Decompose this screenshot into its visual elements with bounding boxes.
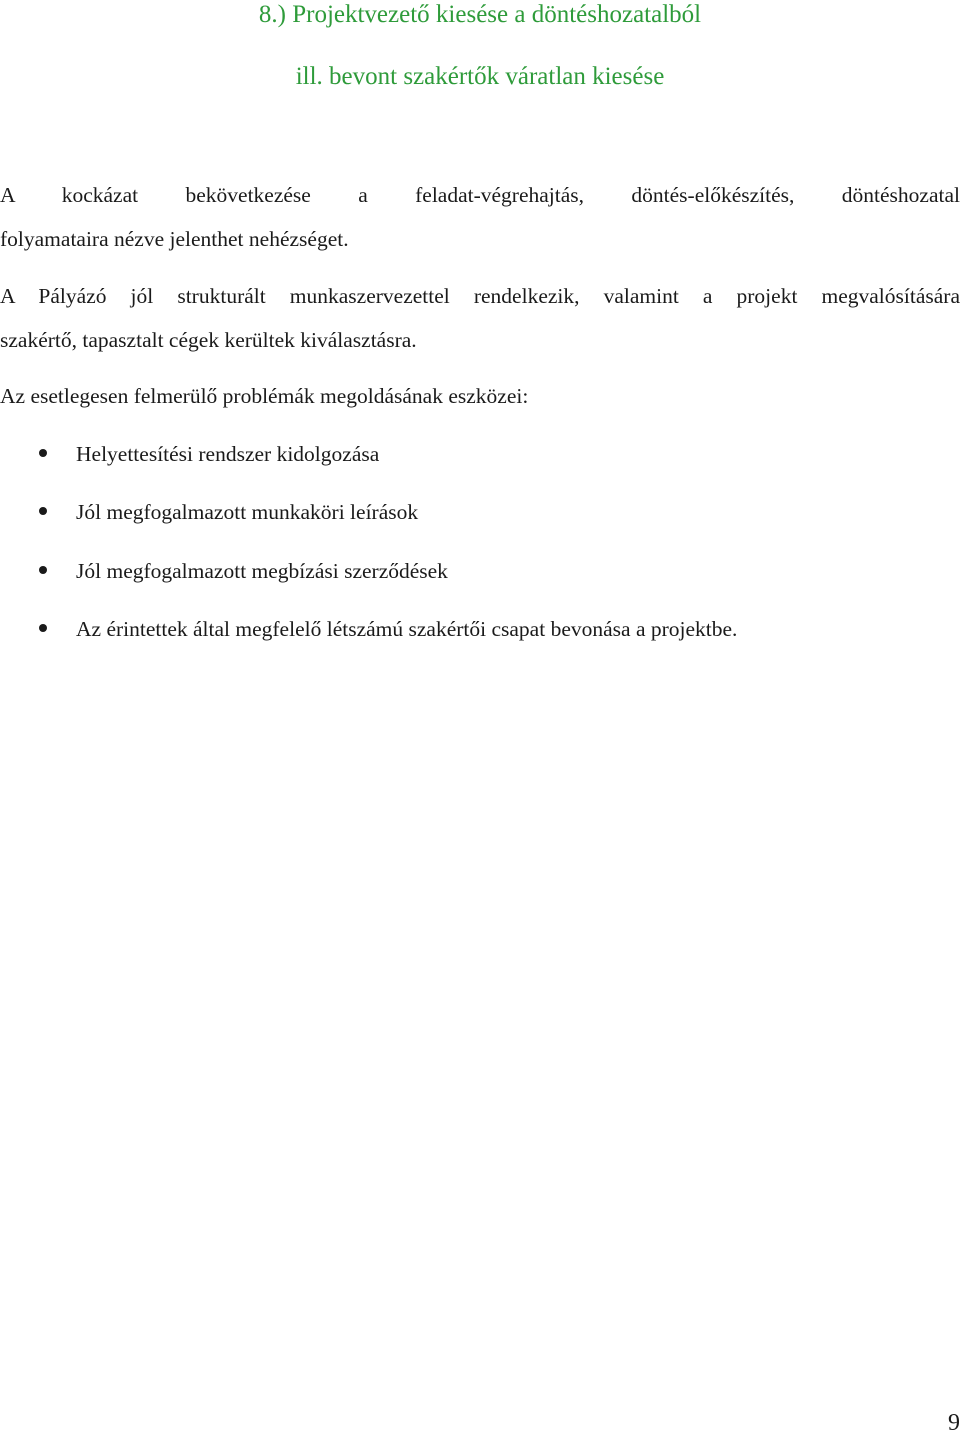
paragraph-solutions-intro [0,374,960,418]
paragraph-risk-description [0,173,960,261]
paragraph-line: Az esetlegesen felmerülő problémák megoldásának eszközei: [0,384,529,408]
list-item [0,432,960,490]
list-item-text: Jól megfogalmazott munkaköri leírások [76,500,419,525]
paragraph-line: A Pályázó jól strukturált munkaszervezettel rendelkezik, valamint a projekt megvalósítására [0,284,960,308]
solutions-list [0,432,960,665]
bullet-icon [39,507,47,515]
list-item [0,607,960,665]
paragraph-line: A kockázat bekövetkezése a feladat-végrehajtás, döntés-előkészítés, döntéshozatal [0,183,960,207]
page-number: 9 [948,1410,960,1436]
bullet-icon [39,449,47,457]
section-heading-line-1: 8.) Projektvezető kiesése a döntéshozatalból [258,1,702,28]
paragraph-organization [0,274,960,362]
list-item [0,490,960,548]
list-item-text: Az érintettek által megfelelő létszámú szakértői csapat bevonása a projektbe. [76,616,738,641]
bullet-icon [39,624,47,632]
section-heading-line-2: ill. bevont szakértők váratlan kiesése [295,63,665,90]
list-item [0,549,960,607]
list-item-text: Helyettesítési rendszer kidolgozása [76,442,380,466]
bullet-icon [39,566,47,574]
paragraph-line: folyamataira nézve jelenthet nehézséget. [0,227,349,251]
paragraph-line: szakértő, tapasztalt cégek kerültek kiválasztásra. [0,328,417,352]
list-item-text: Jól megfogalmazott megbízási szerződések [76,558,448,583]
